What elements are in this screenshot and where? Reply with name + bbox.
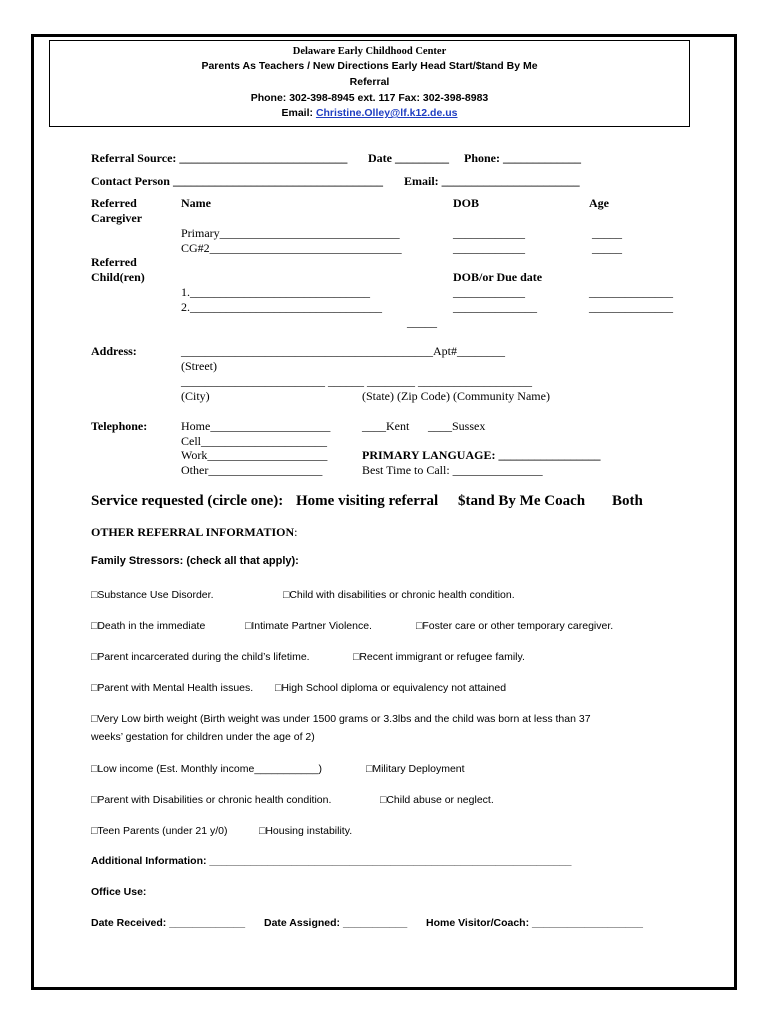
stressor-child-disability-checkbox[interactable]: □Child with disabilities or chronic health condition. <box>283 589 515 601</box>
stressor-low-birth-weight-checkbox[interactable]: □Very Low birth weight (Birth weight was under 1500 grams or 3.3lbs and the child was born at less than 37 <box>91 713 591 725</box>
stressor-immigrant-checkbox[interactable]: □Recent immigrant or refugee family. <box>353 651 525 663</box>
stressor-low-birth-weight-cont: weeks’ gestation for children under the age of 2) <box>91 731 315 743</box>
caregiver-age-1[interactable]: _____ <box>592 226 622 240</box>
child-dob-1[interactable]: ____________ <box>453 285 525 299</box>
stressor-military-checkbox[interactable]: □Military Deployment <box>366 763 465 775</box>
caregiver-label-1: Referred <box>91 196 137 210</box>
address-street-field[interactable]: __________________________________________Apt#________ <box>181 344 505 358</box>
stressor-mental-health-checkbox[interactable]: □Parent with Mental Health issues. <box>91 682 254 694</box>
header-program: Parents As Teachers / New Directions Early Head Start/$tand By Me <box>201 60 538 72</box>
date-assigned-field[interactable]: Date Assigned: ___________ <box>264 917 408 929</box>
child-label-2: Child(ren) <box>91 270 145 284</box>
header-email-row <box>50 107 689 120</box>
address-state-zip-caption: (State) (Zip Code) (Community Name) <box>362 389 550 403</box>
address-city-caption: (City) <box>181 389 210 403</box>
best-time-field[interactable]: Best Time to Call: _______________ <box>362 463 543 477</box>
service-option-home-visiting[interactable]: Home visiting referral <box>296 493 439 509</box>
header-title: Referral <box>349 76 390 88</box>
stressor-low-income-checkbox[interactable]: □Low income (Est. Monthly income___________) <box>91 763 323 775</box>
other-referral-heading: OTHER REFERRAL INFORMATION: <box>91 525 298 539</box>
telephone-cell-field[interactable]: Cell_____________________ <box>181 434 327 448</box>
address-street-caption: (Street) <box>181 359 217 373</box>
referral-date-field[interactable]: Date _________ <box>368 151 449 165</box>
email-link[interactable]: Christine.Olley@lf.k12.de.us <box>315 107 458 119</box>
family-stressors-heading: Family Stressors: (check all that apply): <box>91 555 299 567</box>
header-box <box>49 40 690 127</box>
caregiver-col-name: Name <box>181 196 211 210</box>
caregiver-col-dob: DOB <box>453 196 480 210</box>
service-requested-label: Service requested (circle one): <box>91 493 284 509</box>
child-age-1[interactable]: ______________ <box>589 285 673 299</box>
telephone-label: Telephone: <box>91 419 148 433</box>
referral-phone-field[interactable]: Phone: _____________ <box>464 151 581 165</box>
header-phone-fax: Phone: 302-398-8945 ext. 117 Fax: 302-398-8983 <box>250 92 489 104</box>
additional-information-field[interactable]: Additional Information: ______________________________________________________________ <box>91 855 572 867</box>
stressor-foster-checkbox[interactable]: □Foster care or other temporary caregiver. <box>416 620 614 632</box>
child-row-1-field[interactable]: 1.______________________________ <box>181 285 370 299</box>
service-option-both[interactable]: Both <box>612 493 643 509</box>
child-label-1: Referred <box>91 255 137 269</box>
service-option-stand-by-me[interactable]: $tand By Me Coach <box>458 493 586 509</box>
stressor-housing-checkbox[interactable]: □Housing instability. <box>259 825 353 837</box>
contact-person-field[interactable]: Contact Person ___________________________________ <box>91 174 383 188</box>
caregiver-primary-field[interactable]: Primary______________________________ <box>181 226 400 240</box>
telephone-other-field[interactable]: Other___________________ <box>181 463 323 477</box>
stressor-incarcerated-checkbox[interactable]: □Parent incarcerated during the child’s lifetime. <box>91 651 310 663</box>
stressor-diploma-checkbox[interactable]: □High School diploma or equivalency not attained <box>275 682 507 694</box>
child-dob-2[interactable]: ______________ <box>453 300 537 314</box>
home-visitor-field[interactable]: Home Visitor/Coach: ___________________ <box>426 917 643 929</box>
primary-language-field[interactable]: PRIMARY LANGUAGE: _________________ <box>362 448 601 462</box>
stressor-ipv-checkbox[interactable]: □Intimate Partner Violence. <box>245 620 372 632</box>
stressor-substance-checkbox[interactable]: □Substance Use Disorder. <box>91 589 214 601</box>
child-age-2[interactable]: ______________ <box>589 300 673 314</box>
stressor-parent-disability-checkbox[interactable]: □Parent with Disabilities or chronic health condition. <box>91 794 332 806</box>
caregiver-age-2[interactable]: _____ <box>592 241 622 255</box>
caregiver-dob-2[interactable]: ____________ <box>453 241 525 255</box>
child-col-dob: DOB/or Due date <box>453 270 543 284</box>
caregiver-dob-1[interactable]: ____________ <box>453 226 525 240</box>
stressor-death-checkbox[interactable]: □Death in the immediate <box>91 620 206 632</box>
referral-source-field[interactable]: Referral Source: ____________________________ <box>91 151 348 165</box>
office-use-heading: Office Use: <box>91 886 147 898</box>
stressor-abuse-checkbox[interactable]: □Child abuse or neglect. <box>380 794 494 806</box>
address-city-field[interactable]: ________________________ ______ ________ ___________________ <box>181 374 532 388</box>
telephone-home-field[interactable]: Home____________________ <box>181 419 331 433</box>
contact-email-field[interactable]: Email: _______________________ <box>404 174 580 188</box>
county-kent-field[interactable]: ____Kent <box>362 419 410 433</box>
caregiver-cg2-field[interactable]: CG#2________________________________ <box>181 241 402 255</box>
child-row-2-field[interactable]: 2.________________________________ <box>181 300 382 314</box>
stressor-teen-parents-checkbox[interactable]: □Teen Parents (under 21 y/0) <box>91 825 228 837</box>
county-sussex-field[interactable]: ____Sussex <box>428 419 486 433</box>
caregiver-label-2: Caregiver <box>91 211 143 225</box>
child-extra-line[interactable]: _____ <box>407 315 437 329</box>
caregiver-col-age: Age <box>589 196 609 210</box>
header-org: Delaware Early Childhood Center <box>292 46 447 57</box>
telephone-work-field[interactable]: Work____________________ <box>181 448 328 462</box>
header-email-label: Email: <box>281 107 316 119</box>
address-label: Address: <box>91 344 137 358</box>
date-received-field[interactable]: Date Received: _____________ <box>91 917 246 929</box>
